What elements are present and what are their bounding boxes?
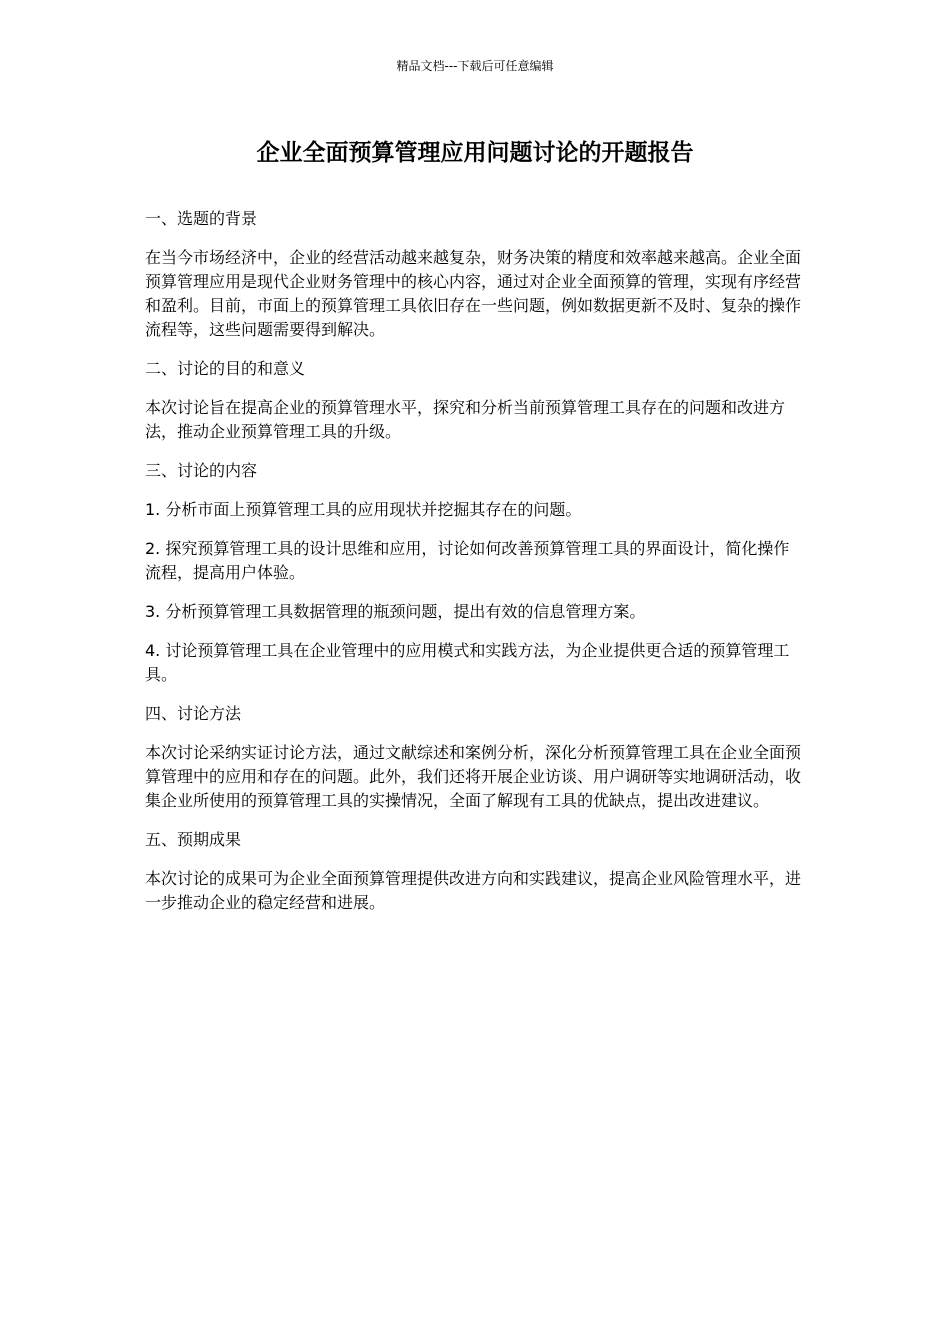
list-item-content-3: 3. 分析预算管理工具数据管理的瓶颈问题，提出有效的信息管理方案。 [145,602,646,621]
list-item-content-1: 1. 分析市面上预算管理工具的应用现状并挖掘其存在的问题。 [145,500,582,519]
paragraph-outcome: 本次讨论的成果可为企业全面预算管理提供改进方向和实践建议，提高企业风险管理水平，进一步推动企业的稳定经营和进展。 [145,869,802,912]
section-heading-background: 一、选题的背景 [145,209,258,228]
paragraph-method: 本次讨论采纳实证讨论方法，通过文献综述和案例分析，深化分析预算管理工具在企业全面预算管理中的应用和存在的问题。此外，我们还将开展企业访谈、用户调研等实地调研活动，收集企业所使用的预算管理工具的实操情况，全面了解现有工具的优缺点，提出改进建议。 [145,743,802,810]
list-item-content-2: 2. 探究预算管理工具的设计思维和应用，讨论如何改善预算管理工具的界面设计，简化操作流程，提高用户体验。 [145,539,790,582]
section-heading-outcome: 五、预期成果 [145,830,242,849]
paragraph-purpose: 本次讨论旨在提高企业的预算管理水平，探究和分析当前预算管理工具存在的问题和改进方法，推动企业预算管理工具的升级。 [145,398,786,441]
document-body [145,207,805,930]
paragraph-background: 在当今市场经济中，企业的经营活动越来越复杂，财务决策的精度和效率越来越高。企业全面预算管理应用是现代企业财务管理中的核心内容，通过对企业全面预算的管理，实现有序经营和盈利。目前，市面上的预算管理工具依旧存在一些问题，例如数据更新不及时、复杂的操作流程等，这些问题需要得到解决。 [145,248,802,339]
section-heading-purpose: 二、讨论的目的和意义 [145,359,306,378]
section-heading-method: 四、讨论方法 [145,704,242,723]
header-note: 精品文档---下载后可任意编辑 [396,59,554,73]
list-item-content-4: 4. 讨论预算管理工具在企业管理中的应用模式和实践方法，为企业提供更合适的预算管理工具。 [145,641,790,684]
section-heading-content: 三、讨论的内容 [145,461,258,480]
document-title: 企业全面预算管理应用问题讨论的开题报告 [256,140,694,166]
